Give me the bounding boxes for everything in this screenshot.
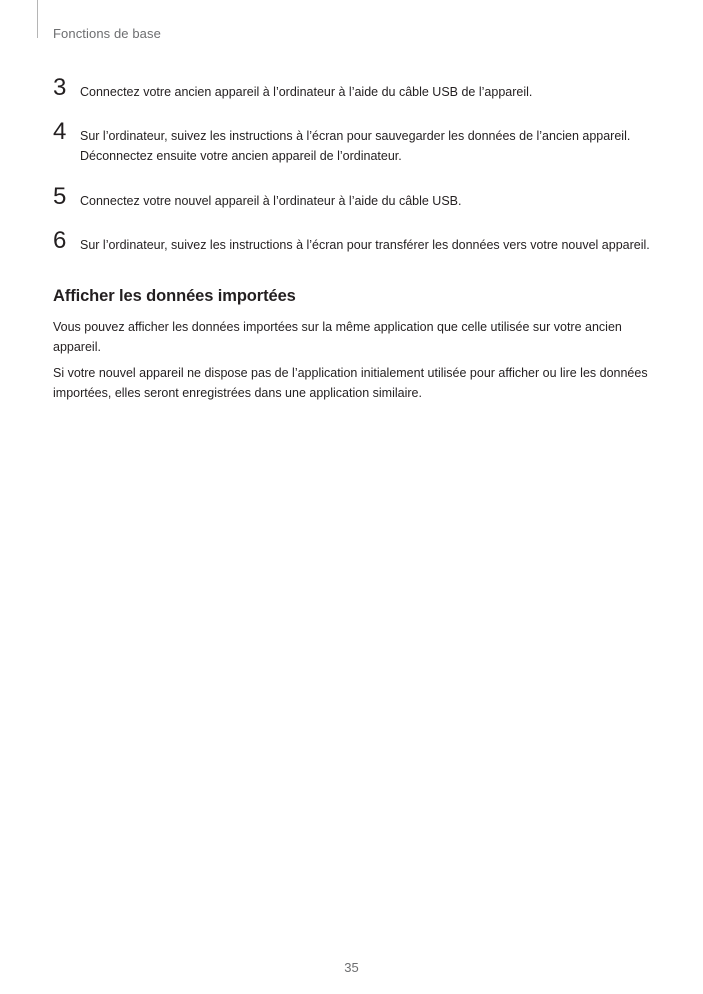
- step-number: 3: [53, 74, 67, 101]
- chapter-title: Fonctions de base: [53, 26, 161, 41]
- step-item: [53, 74, 653, 102]
- section-paragraph: Si votre nouvel appareil ne dispose pas de l’application initialement utilisée pour afficher ou lire les données importées, elles seront enregistrées dans une application similaire.: [53, 366, 648, 400]
- page-number: 35: [344, 960, 359, 975]
- step-item: [53, 118, 653, 166]
- section-heading: Afficher les données importées: [53, 287, 296, 305]
- section-paragraph: Vous pouvez afficher les données importées sur la même application que celle utilisée sur votre ancien appareil.: [53, 320, 622, 354]
- step-item: [53, 227, 653, 255]
- step-number: 6: [53, 227, 67, 254]
- step-text: Sur l’ordinateur, suivez les instructions à l’écran pour sauvegarder les données de l’ancien appareil. Déconnectez ensuite votre ancien appareil de l’ordinateur.: [80, 129, 631, 163]
- imported-data-section: [53, 285, 653, 409]
- header-divider: [37, 0, 38, 38]
- step-item: [53, 183, 653, 211]
- step-text: Connectez votre nouvel appareil à l’ordinateur à l’aide du câble USB.: [80, 194, 462, 208]
- steps-list: [53, 74, 653, 275]
- step-text: Connectez votre ancien appareil à l’ordinateur à l’aide du câble USB de l’appareil.: [80, 85, 533, 99]
- step-number: 4: [53, 118, 67, 145]
- step-number: 5: [53, 183, 67, 210]
- step-text: Sur l’ordinateur, suivez les instructions à l’écran pour transférer les données vers votre nouvel appareil.: [80, 238, 650, 252]
